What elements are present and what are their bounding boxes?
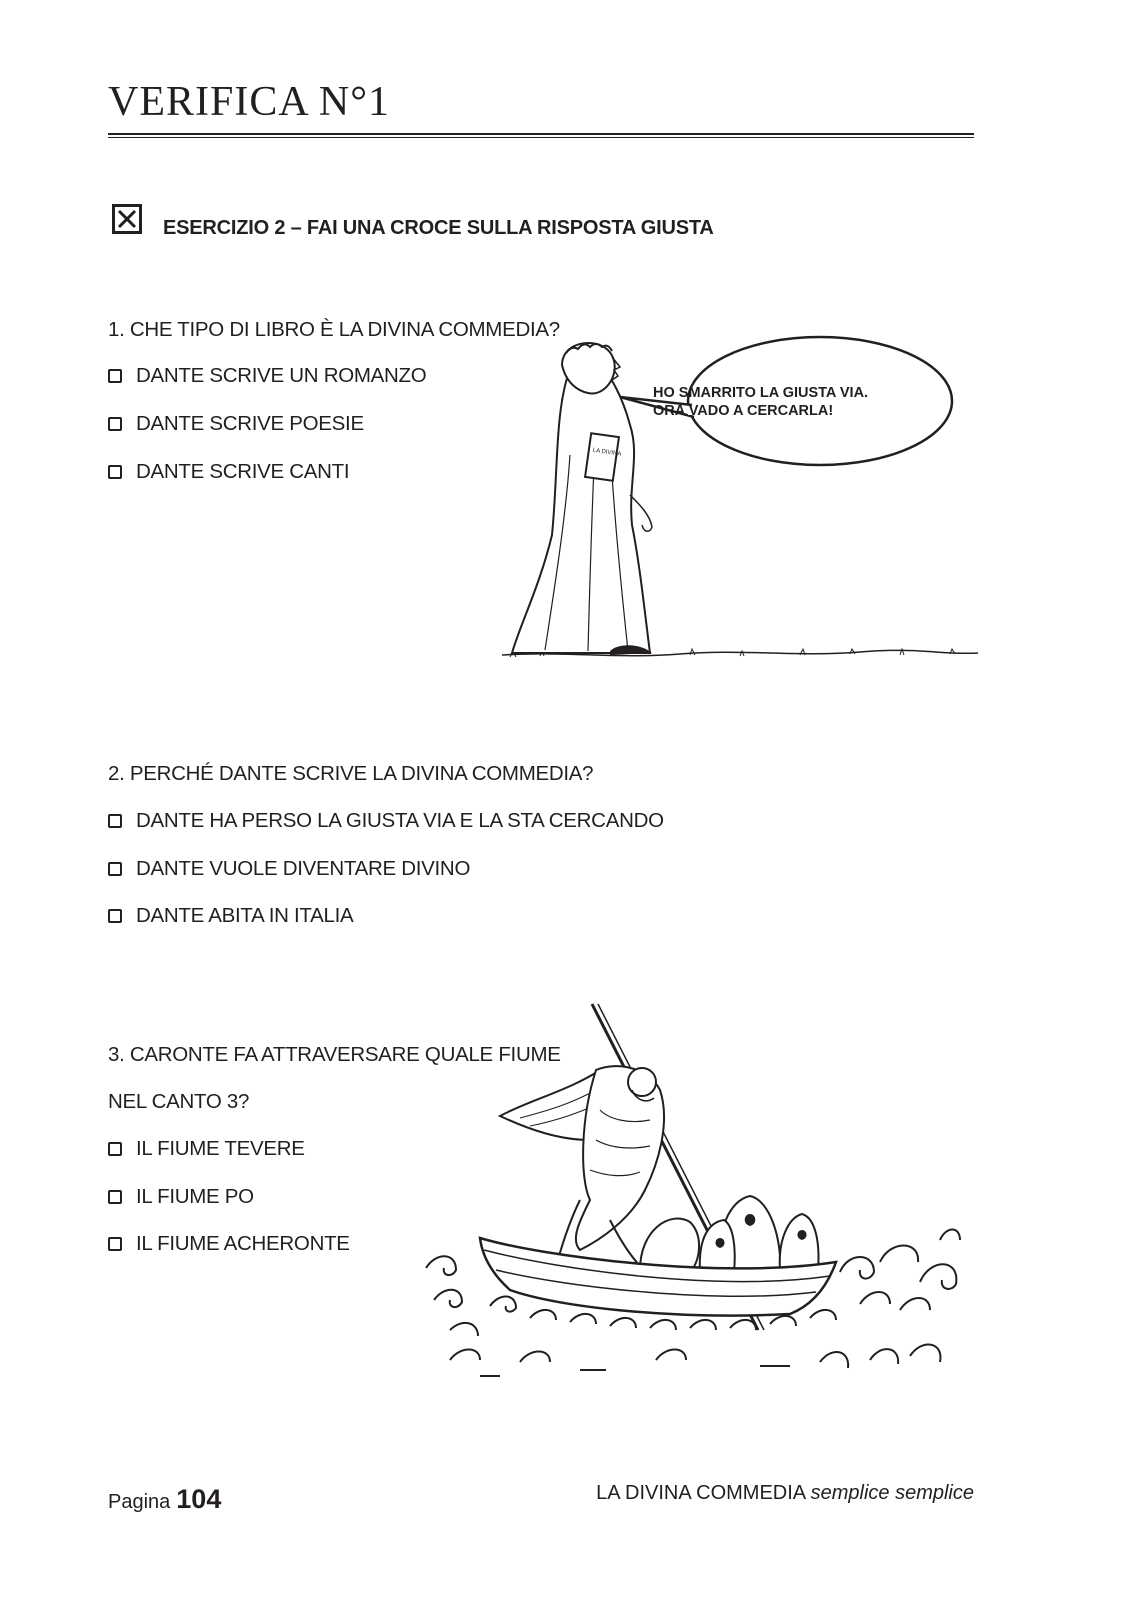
answer-label: IL FIUME ACHERONTE: [136, 1232, 350, 1255]
answer-option[interactable]: [108, 364, 426, 388]
book-title: LA DIVINA COMMEDIA: [596, 1482, 806, 1504]
checked-box-icon: [112, 204, 142, 234]
answer-option[interactable]: [108, 460, 349, 484]
checkbox-icon[interactable]: [108, 1237, 122, 1251]
page-number-value: 104: [176, 1484, 222, 1514]
answer-option[interactable]: [108, 1185, 254, 1209]
dante-illustration: [500, 335, 980, 695]
answer-label: DANTE SCRIVE POESIE: [136, 412, 364, 435]
title-divider: [108, 133, 974, 135]
book-title-footer: [596, 1482, 974, 1505]
answer-option[interactable]: [108, 809, 664, 833]
checkbox-icon[interactable]: [108, 1142, 122, 1156]
answer-label: DANTE SCRIVE UN ROMANZO: [136, 364, 427, 387]
answer-label: DANTE VUOLE DIVENTARE DIVINO: [136, 857, 471, 880]
page-label: Pagina: [108, 1491, 171, 1513]
checkbox-icon[interactable]: [108, 465, 122, 479]
question-2: 2. PERCHÉ DANTE SCRIVE LA DIVINA COMMEDIA?: [108, 762, 594, 785]
answer-option[interactable]: [108, 1137, 305, 1161]
answer-option[interactable]: [108, 904, 353, 928]
question-3: 3. CARONTE FA ATTRAVERSARE QUALE FIUME: [108, 1043, 561, 1066]
charon-boat-illustration: [420, 1000, 980, 1400]
speech-line-1: HO SMARRITO LA GIUSTA VIA.: [653, 385, 869, 401]
question-1: 1. CHE TIPO DI LIBRO È LA DIVINA COMMEDIA?: [108, 318, 560, 341]
checkbox-icon[interactable]: [108, 862, 122, 876]
speech-line-2: ORA VADO A CERCARLA!: [653, 403, 834, 419]
checkbox-icon[interactable]: [108, 909, 122, 923]
checkbox-icon[interactable]: [108, 369, 122, 383]
checkbox-icon[interactable]: [108, 814, 122, 828]
checkbox-icon[interactable]: [108, 1190, 122, 1204]
book-label: LA DIVINA: [592, 447, 622, 458]
checkbox-icon[interactable]: [108, 417, 122, 431]
page-number: [108, 1484, 221, 1515]
answer-label: DANTE ABITA IN ITALIA: [136, 904, 354, 927]
answer-label: DANTE SCRIVE CANTI: [136, 460, 350, 483]
exercise-heading: ESERCIZIO 2 – FAI UNA CROCE SULLA RISPOSTA GIUSTA: [163, 217, 714, 239]
title-divider-thin: [108, 137, 974, 138]
answer-option[interactable]: [108, 1232, 350, 1256]
answer-option[interactable]: [108, 412, 364, 436]
answer-label: IL FIUME PO: [136, 1185, 254, 1208]
book-subtitle: semplice semplice: [810, 1482, 974, 1504]
answer-option[interactable]: [108, 857, 470, 881]
answer-label: DANTE HA PERSO LA GIUSTA VIA E LA STA CERCANDO: [136, 809, 664, 832]
page-title: VERIFICA N°1: [108, 79, 390, 125]
answer-label: IL FIUME TEVERE: [136, 1137, 305, 1160]
question-3-line-2: NEL CANTO 3?: [108, 1090, 250, 1113]
